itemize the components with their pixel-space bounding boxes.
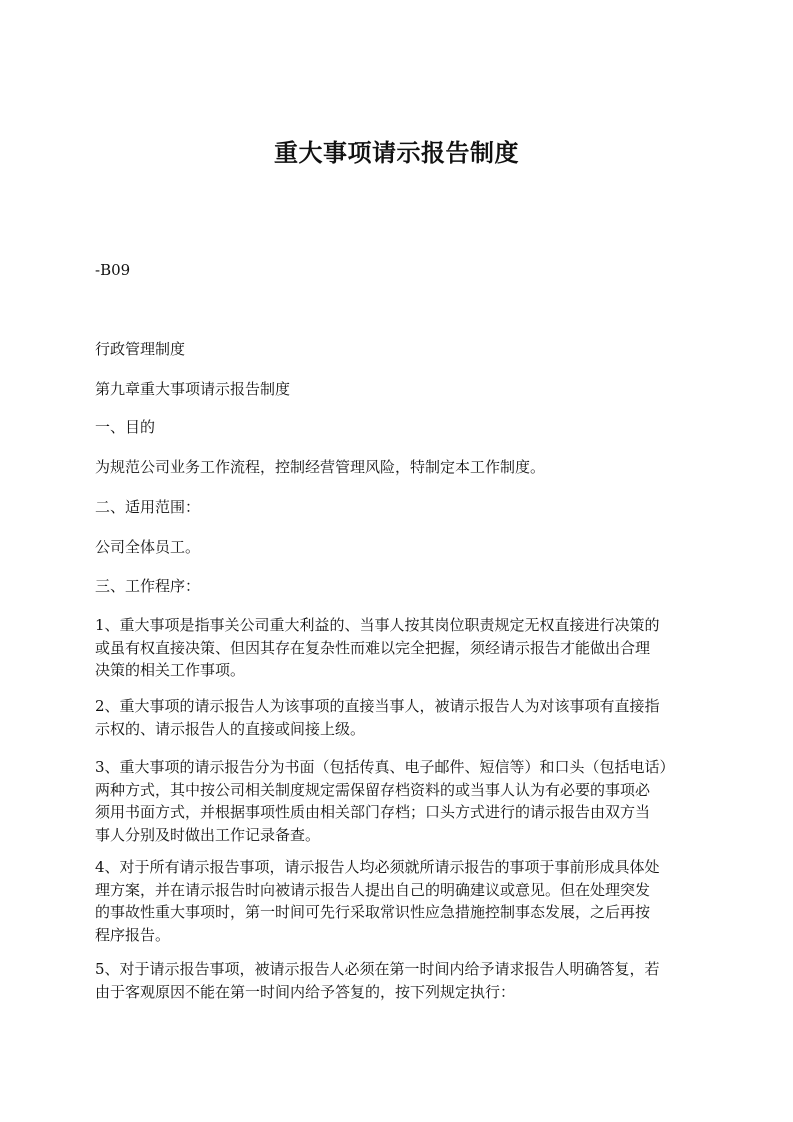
document-title: 重大事项请示报告制度 (274, 139, 519, 167)
item-line: 决策的相关工作事项。 (95, 661, 246, 679)
item-line: 4、对于所有请示报告事项，请示报告人均必须就所请示报告的事项于事前形成具体处 (95, 858, 660, 876)
scope-heading: 二、适用范围： (95, 498, 201, 516)
chapter-heading: 第九章重大事项请示报告制度 (95, 380, 291, 398)
procedure-heading: 三、工作程序： (95, 577, 201, 595)
document-category: 行政管理制度 (95, 340, 186, 358)
item-line: 须用书面方式，并根据事项性质由相关部门存档；口头方式进行的请示报告由双方当 (95, 803, 651, 821)
item-line: 由于客观原因不能在第一时间内给予答复的，按下列规定执行： (95, 982, 516, 1001)
item-line: 理方案，并在请示报告时向被请示报告人提出自己的明确建议或意见。但在处理突发 (95, 880, 651, 899)
item-line: 事人分别及时做出工作记录备查。 (95, 825, 321, 844)
scope-text: 公司全体员工。 (95, 538, 201, 556)
purpose-heading: 一、目的 (95, 418, 156, 436)
procedure-item-5 (95, 958, 705, 1003)
document-code: -B09 (95, 261, 131, 279)
procedure-item-4 (95, 856, 705, 946)
item-line: 5、对于请示报告事项，被请示报告人必须在第一时间内给予请求报告人明确答复，若 (95, 960, 660, 978)
item-line: 示权的、请示报告人的直接或间接上级。 (95, 719, 366, 738)
purpose-text: 为规范公司业务工作流程，控制经营管理风险，特制定本工作制度。 (95, 458, 546, 476)
item-line: 1、重大事项是指事关公司重大利益的、当事人按其岗位职责规定无权直接进行决策的 (95, 616, 660, 634)
item-line: 两种方式，其中按公司相关制度规定需保留存档资料的或当事人认为有必要的事项必 (95, 780, 651, 799)
item-line: 2、重大事项的请示报告人为该事项的直接当事人，被请示报告人为对该事项有直接指 (95, 697, 660, 715)
procedure-item-3 (95, 756, 705, 846)
item-line: 程序报告。 (95, 925, 171, 944)
procedure-item-2 (95, 695, 705, 740)
procedure-item-1 (95, 614, 705, 682)
item-line: 的事故性重大事项时，第一时间可先行采取常识性应急措施控制事态发展，之后再按 (95, 903, 651, 921)
item-line: 3、重大事项的请示报告分为书面（包括传真、电子邮件、短信等）和口头（包括电话） (95, 758, 675, 776)
item-line: 或虽有权直接决策、但因其存在复杂性而难以完全把握，须经请示报告才能做出合理 (95, 638, 651, 657)
